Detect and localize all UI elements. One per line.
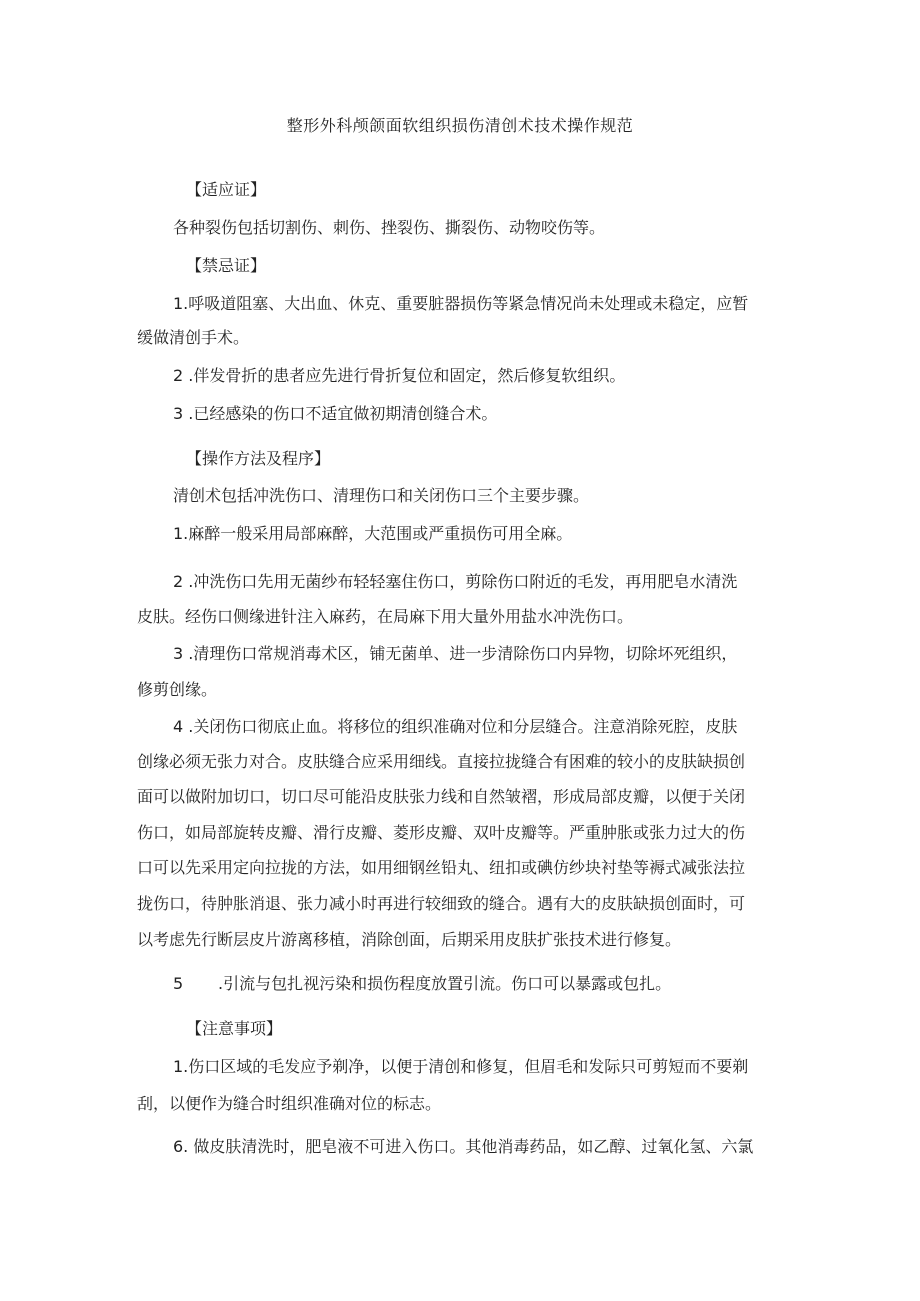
paragraph-line: 以考虑先行断层皮片游离移植，消除创面，后期采用皮肤扩张技术进行修复。 <box>137 930 682 949</box>
paragraph-line: 修剪创缘。 <box>137 680 218 699</box>
paragraph-line: 1.麻醉一般采用局部麻醉，大范围或严重损伤可用全麻。 <box>173 524 573 543</box>
document-title: 整形外科颅颌面软组织损伤清创术技术操作规范 <box>286 116 634 135</box>
paragraph-line: 4 .关闭伤口彻底止血。将移位的组织准确对位和分层缝合。注意消除死腔，皮肤 <box>173 717 738 736</box>
section-heading-procedure: 【操作方法及程序】 <box>186 449 331 468</box>
list-number: 5 <box>173 974 184 993</box>
paragraph-line: 6. 做皮肤清洗时，肥皂液不可进入伤口。其他消毒药品，如乙醇、过氧化氢、六氯 <box>173 1137 754 1156</box>
section-heading-indications: 【适应证】 <box>186 180 267 199</box>
paragraph-line: 各种裂伤包括切割伤、刺伤、挫裂伤、撕裂伤、动物咬伤等。 <box>173 218 606 237</box>
paragraph-line: 清创术包括冲洗伤口、清理伤口和关闭伤口三个主要步骤。 <box>173 486 590 505</box>
paragraph-line: 口可以先采用定向拉拢的方法，如用细钢丝铅丸、纽扣或碘仿纱块衬垫等褥式减张法拉 <box>137 858 746 877</box>
section-heading-contraindications: 【禁忌证】 <box>186 256 267 275</box>
paragraph-line: 刮，以便作为缝合时组织准确对位的标志。 <box>137 1094 442 1113</box>
paragraph-line: 1.呼吸道阻塞、大出血、休克、重要脏器损伤等紧急情况尚未处理或未稳定，应暂 <box>173 294 749 313</box>
paragraph-line: .引流与包扎视污染和损伤程度放置引流。伤口可以暴露或包扎。 <box>218 974 672 993</box>
paragraph-line: 缓做清创手术。 <box>137 328 250 347</box>
paragraph-line: 创缘必须无张力对合。皮肤缝合应采用细线。直接拉拢缝合有困难的较小的皮肤缺损创 <box>137 752 746 771</box>
paragraph-line: 3 .已经感染的伤口不适宜做初期清创缝合术。 <box>173 404 498 423</box>
paragraph-line: 面可以做附加切口，切口尽可能沿皮肤张力线和自然皱褶，形成局部皮瓣，以便于关闭 <box>137 787 746 806</box>
paragraph-line: 拢伤口，待肿胀消退、张力减小时再进行较细致的缝合。遇有大的皮肤缺损创面时，可 <box>137 894 746 913</box>
paragraph-line: 3 .清理伤口常规消毒术区，铺无菌单、进一步清除伤口内异物，切除坏死组织， <box>173 644 738 663</box>
paragraph-line: 1.伤口区域的毛发应予剃净，以便于清创和修复，但眉毛和发际只可剪短而不要剃 <box>173 1057 749 1076</box>
section-heading-notes: 【注意事项】 <box>186 1019 283 1038</box>
paragraph-line: 皮肤。经伤口侧缘进针注入麻药，在局麻下用大量外用盐水冲洗伤口。 <box>137 607 634 626</box>
paragraph-line: 伤口，如局部旋转皮瓣、滑行皮瓣、菱形皮瓣、双叶皮瓣等。严重肿胀或张力过大的伤 <box>137 823 746 842</box>
paragraph-line: 2 .冲洗伤口先用无菌纱布轻轻塞住伤口，剪除伤口附近的毛发，再用肥皂水清洗 <box>173 572 738 591</box>
paragraph-line: 2 .伴发骨折的患者应先进行骨折复位和固定，然后修复软组织。 <box>173 366 626 385</box>
